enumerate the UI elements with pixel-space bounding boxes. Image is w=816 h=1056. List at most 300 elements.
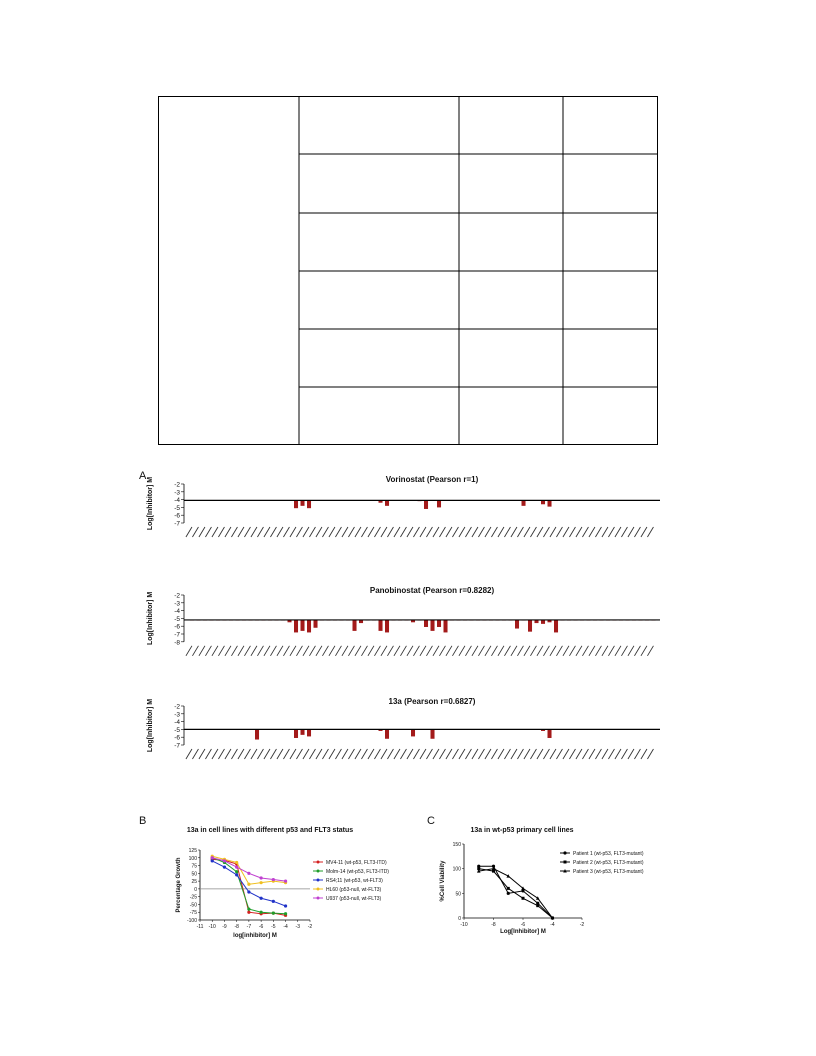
x-tick-label: -10 xyxy=(460,922,468,928)
category-tick xyxy=(420,527,426,537)
category-tick xyxy=(504,646,510,656)
category-tick xyxy=(303,646,309,656)
category-tick xyxy=(634,749,640,759)
category-tick xyxy=(407,646,413,656)
data-point xyxy=(260,881,263,884)
category-tick xyxy=(517,527,523,537)
y-tick-label: -50 xyxy=(189,902,197,909)
bar xyxy=(548,729,552,738)
bar xyxy=(522,500,526,505)
category-tick xyxy=(563,527,569,537)
category-tick xyxy=(238,527,244,537)
category-tick xyxy=(400,646,406,656)
category-tick xyxy=(569,527,575,537)
data-point xyxy=(522,897,525,900)
category-tick xyxy=(465,749,471,759)
bar xyxy=(294,500,298,508)
category-tick xyxy=(433,527,439,537)
category-tick xyxy=(589,646,595,656)
category-tick xyxy=(452,646,458,656)
category-tick xyxy=(199,527,205,537)
category-tick xyxy=(381,527,387,537)
category-tick xyxy=(270,749,276,759)
category-tick xyxy=(407,527,413,537)
category-tick xyxy=(563,749,569,759)
category-tick xyxy=(257,749,263,759)
category-tick xyxy=(199,749,205,759)
category-tick xyxy=(504,527,510,537)
category-tick xyxy=(537,749,543,759)
data-point xyxy=(284,904,287,907)
category-tick xyxy=(394,749,400,759)
category-tick xyxy=(296,749,302,759)
category-tick xyxy=(413,749,419,759)
y-tick-label: -6 xyxy=(174,623,180,631)
category-tick xyxy=(641,527,647,537)
category-tick xyxy=(589,527,595,537)
category-tick xyxy=(446,527,452,537)
category-tick xyxy=(186,749,192,759)
category-tick xyxy=(374,527,380,537)
category-tick xyxy=(218,646,224,656)
category-tick xyxy=(602,646,608,656)
category-tick xyxy=(290,527,296,537)
y-tick-label: -25 xyxy=(189,894,197,901)
category-tick xyxy=(615,527,621,537)
category-tick xyxy=(374,749,380,759)
category-tick xyxy=(608,527,614,537)
category-tick xyxy=(290,749,296,759)
panel-label-a: A xyxy=(139,470,147,482)
panel-label-c: C xyxy=(427,815,435,827)
category-tick xyxy=(569,749,575,759)
x-tick-label: -9 xyxy=(222,924,227,930)
category-tick xyxy=(342,646,348,656)
category-tick xyxy=(524,527,530,537)
category-tick xyxy=(608,749,614,759)
y-tick-label: -4 xyxy=(174,719,180,727)
data-point xyxy=(247,883,250,886)
category-tick xyxy=(595,646,601,656)
category-tick xyxy=(335,646,341,656)
category-tick xyxy=(517,749,523,759)
category-tick xyxy=(459,527,465,537)
category-tick xyxy=(186,646,192,656)
data-point xyxy=(284,880,287,883)
y-tick-label: -7 xyxy=(174,520,180,528)
y-axis-label: Percentage Growth xyxy=(176,857,182,913)
category-tick xyxy=(426,527,432,537)
bar xyxy=(301,620,305,631)
category-tick xyxy=(621,646,627,656)
y-tick-label: -3 xyxy=(174,489,180,497)
y-axis-label: Log[Inhibitor] M xyxy=(147,591,154,646)
category-tick xyxy=(309,527,315,537)
category-tick xyxy=(238,749,244,759)
category-tick xyxy=(602,749,608,759)
category-tick xyxy=(368,646,374,656)
category-tick xyxy=(543,749,549,759)
category-tick xyxy=(446,646,452,656)
category-tick xyxy=(277,749,283,759)
data-point xyxy=(211,856,214,859)
category-tick xyxy=(192,527,198,537)
category-tick xyxy=(277,646,283,656)
data-point xyxy=(235,861,238,864)
line-chart-cell-lines xyxy=(150,822,420,944)
category-tick xyxy=(472,527,478,537)
category-tick xyxy=(420,749,426,759)
bar xyxy=(444,620,448,632)
category-tick xyxy=(556,646,562,656)
legend-label: RS4;11 (wt-p53, wt-FLT3) xyxy=(326,878,383,884)
category-tick xyxy=(576,749,582,759)
category-tick xyxy=(238,646,244,656)
category-tick xyxy=(485,646,491,656)
category-tick xyxy=(264,527,270,537)
y-tick-label: -5 xyxy=(174,726,180,734)
y-tick-label: -6 xyxy=(174,734,180,742)
data-point xyxy=(260,897,263,900)
bar xyxy=(301,500,305,505)
category-tick xyxy=(296,646,302,656)
bar xyxy=(437,500,441,507)
category-tick xyxy=(251,646,257,656)
data-point xyxy=(260,876,263,879)
legend-label: Patient 2 (wt-p53, FLT3-mutant) xyxy=(573,860,644,866)
y-tick-label: 100 xyxy=(452,866,461,873)
category-tick xyxy=(478,646,484,656)
category-tick xyxy=(244,646,250,656)
bar xyxy=(424,500,428,509)
bar xyxy=(353,620,357,631)
bar xyxy=(515,620,519,629)
bar xyxy=(307,729,311,736)
y-tick-label: -100 xyxy=(186,918,197,924)
category-tick xyxy=(459,749,465,759)
category-tick xyxy=(316,646,322,656)
category-tick xyxy=(530,749,536,759)
category-tick xyxy=(212,749,218,759)
category-tick xyxy=(355,646,361,656)
category-tick xyxy=(264,646,270,656)
category-tick xyxy=(524,646,530,656)
panel-label-b: B xyxy=(139,815,147,827)
category-tick xyxy=(348,527,354,537)
category-tick xyxy=(452,749,458,759)
y-tick-label: 50 xyxy=(191,871,197,878)
y-tick-label: -7 xyxy=(174,742,180,750)
category-tick xyxy=(439,646,445,656)
category-tick xyxy=(205,527,211,537)
category-tick xyxy=(368,749,374,759)
bar-chart-vorinostat xyxy=(140,474,680,574)
category-tick xyxy=(595,527,601,537)
category-tick xyxy=(485,749,491,759)
data-point xyxy=(272,878,275,881)
bar xyxy=(307,620,311,632)
bar xyxy=(294,729,298,738)
category-tick xyxy=(595,749,601,759)
data-point xyxy=(536,904,539,907)
category-tick xyxy=(283,527,289,537)
x-tick-label: -4 xyxy=(550,922,555,928)
bar xyxy=(255,729,259,739)
data-point xyxy=(247,890,250,893)
category-tick xyxy=(615,749,621,759)
category-tick xyxy=(361,646,367,656)
category-tick xyxy=(504,749,510,759)
category-tick xyxy=(342,749,348,759)
category-tick xyxy=(602,527,608,537)
y-tick-label: 100 xyxy=(188,855,197,862)
category-tick xyxy=(309,646,315,656)
x-tick-label: -3 xyxy=(295,924,301,930)
legend-marker xyxy=(317,897,320,900)
category-tick xyxy=(335,527,341,537)
category-tick xyxy=(400,749,406,759)
category-tick xyxy=(634,527,640,537)
y-tick-label: -2 xyxy=(174,481,180,489)
category-tick xyxy=(361,749,367,759)
category-tick xyxy=(537,646,543,656)
category-tick xyxy=(576,527,582,537)
category-tick xyxy=(543,646,549,656)
bar xyxy=(424,620,428,627)
category-tick xyxy=(199,646,205,656)
y-tick-label: 75 xyxy=(191,863,197,870)
category-tick xyxy=(485,527,491,537)
y-tick-label: -2 xyxy=(174,703,180,711)
x-tick-label: -8 xyxy=(491,922,496,928)
x-tick-label: -8 xyxy=(234,924,239,930)
category-tick xyxy=(316,749,322,759)
category-tick xyxy=(420,646,426,656)
legend-marker xyxy=(563,851,566,854)
x-tick-label: -6 xyxy=(520,922,526,928)
y-tick-label: -4 xyxy=(174,497,180,505)
category-tick xyxy=(628,646,634,656)
category-tick xyxy=(465,527,471,537)
series-line xyxy=(479,866,553,918)
bar xyxy=(294,620,298,632)
category-tick xyxy=(329,749,335,759)
category-tick xyxy=(550,527,556,537)
y-tick-label: 50 xyxy=(455,891,461,898)
category-tick xyxy=(361,527,367,537)
legend-label: Molm-14 (wt-p53, FLT3-ITD) xyxy=(326,869,389,875)
category-tick xyxy=(231,527,237,537)
category-tick xyxy=(244,749,250,759)
category-tick xyxy=(218,527,224,537)
category-tick xyxy=(355,749,361,759)
category-tick xyxy=(413,527,419,537)
legend-marker xyxy=(564,861,567,864)
category-tick xyxy=(387,527,393,537)
category-tick xyxy=(472,646,478,656)
category-tick xyxy=(231,749,237,759)
chart-title: 13a in cell lines with different p53 and FLT3 status xyxy=(186,827,354,834)
category-tick xyxy=(452,527,458,537)
category-tick xyxy=(491,646,497,656)
bar xyxy=(437,620,441,627)
bar-chart-panobinostat xyxy=(140,585,680,690)
chart-title: Vorinostat (Pearson r=1) xyxy=(385,475,479,484)
category-tick xyxy=(641,646,647,656)
category-tick xyxy=(511,527,517,537)
data-point xyxy=(507,892,510,895)
data-point xyxy=(235,873,238,876)
bar xyxy=(314,620,318,628)
category-tick xyxy=(225,646,231,656)
data-point xyxy=(247,911,250,914)
category-tick xyxy=(621,749,627,759)
category-tick xyxy=(192,646,198,656)
y-tick-label: 125 xyxy=(188,848,197,854)
category-tick xyxy=(394,527,400,537)
category-tick xyxy=(426,749,432,759)
category-tick xyxy=(387,749,393,759)
bar-chart-13a xyxy=(140,696,680,796)
category-tick xyxy=(550,646,556,656)
y-tick-label: -75 xyxy=(189,910,197,917)
y-tick-label: -3 xyxy=(174,711,180,719)
category-tick xyxy=(368,527,374,537)
category-tick xyxy=(264,749,270,759)
category-tick xyxy=(615,646,621,656)
category-tick xyxy=(459,646,465,656)
category-tick xyxy=(556,749,562,759)
category-tick xyxy=(400,527,406,537)
category-tick xyxy=(257,527,263,537)
legend-label: HL60 (p53-null, wt-FLT3) xyxy=(326,887,382,893)
category-tick xyxy=(498,646,504,656)
category-tick xyxy=(218,749,224,759)
x-tick-label: -11 xyxy=(196,924,204,930)
x-tick-label: -2 xyxy=(579,922,585,928)
category-tick xyxy=(439,527,445,537)
y-tick-label: 0 xyxy=(458,916,461,922)
category-tick xyxy=(576,646,582,656)
category-tick xyxy=(355,527,361,537)
bar xyxy=(528,620,532,632)
y-tick-label: 150 xyxy=(452,842,461,848)
category-tick xyxy=(582,646,588,656)
category-tick xyxy=(530,646,536,656)
category-tick xyxy=(192,749,198,759)
category-tick xyxy=(251,749,257,759)
data-point xyxy=(247,872,250,875)
legend-label: Patient 1 (wt-p53, FLT3-mutant) xyxy=(573,851,644,857)
category-tick xyxy=(543,527,549,537)
x-tick-label: -2 xyxy=(307,924,313,930)
category-tick xyxy=(212,646,218,656)
data-point xyxy=(272,912,275,915)
data-point xyxy=(247,908,250,911)
data-point xyxy=(235,870,238,873)
data-point xyxy=(284,912,287,915)
data-point xyxy=(272,900,275,903)
category-tick xyxy=(478,527,484,537)
line-chart-primary-cells xyxy=(430,822,690,944)
category-tick xyxy=(387,646,393,656)
y-tick-label: 0 xyxy=(194,886,197,893)
category-tick xyxy=(335,749,341,759)
category-tick xyxy=(517,646,523,656)
category-tick xyxy=(478,749,484,759)
bar xyxy=(554,620,558,632)
category-tick xyxy=(628,527,634,537)
bar xyxy=(431,620,435,631)
category-tick xyxy=(465,646,471,656)
bar xyxy=(385,729,389,738)
category-tick xyxy=(381,749,387,759)
category-tick xyxy=(348,749,354,759)
chart-title: 13a (Pearson r=0.6827) xyxy=(388,697,476,706)
category-tick xyxy=(296,527,302,537)
x-tick-label: -4 xyxy=(283,924,288,930)
category-tick xyxy=(530,527,536,537)
category-tick xyxy=(322,749,328,759)
bar xyxy=(385,620,389,632)
category-tick xyxy=(433,749,439,759)
category-tick xyxy=(244,527,250,537)
category-tick xyxy=(498,527,504,537)
y-tick-label: -8 xyxy=(174,639,180,647)
category-tick xyxy=(270,527,276,537)
category-tick xyxy=(556,527,562,537)
legend-label: U937 (p53-null, wt-FLT3) xyxy=(326,896,382,902)
data-point xyxy=(223,866,226,869)
category-tick xyxy=(251,527,257,537)
category-tick xyxy=(231,646,237,656)
x-tick-label: -6 xyxy=(258,924,264,930)
category-tick xyxy=(394,646,400,656)
category-tick xyxy=(498,749,504,759)
category-tick xyxy=(348,646,354,656)
category-tick xyxy=(322,646,328,656)
category-tick xyxy=(491,749,497,759)
category-tick xyxy=(413,646,419,656)
legend-label: MV4-11 (wt-p53, FLT3-ITD) xyxy=(326,860,387,866)
category-tick xyxy=(439,749,445,759)
category-tick xyxy=(225,749,231,759)
category-tick xyxy=(316,527,322,537)
legend-marker xyxy=(317,879,320,882)
data-point xyxy=(235,866,238,869)
y-tick-label: -5 xyxy=(174,504,180,512)
category-tick xyxy=(582,527,588,537)
data-point xyxy=(211,859,214,862)
x-axis-label: Log[Inhibitor] M xyxy=(500,929,546,935)
bar xyxy=(301,729,305,734)
category-tick xyxy=(446,749,452,759)
category-tick xyxy=(303,749,309,759)
category-tick xyxy=(550,749,556,759)
chart-title: 13a in wt-p53 primary cell lines xyxy=(470,827,574,834)
category-tick xyxy=(283,749,289,759)
category-tick xyxy=(225,527,231,537)
category-tick xyxy=(491,527,497,537)
category-tick xyxy=(563,646,569,656)
category-tick xyxy=(283,646,289,656)
category-tick xyxy=(647,749,653,759)
category-tick xyxy=(329,646,335,656)
category-tick xyxy=(303,527,309,537)
bar xyxy=(548,500,552,506)
category-tick xyxy=(290,646,296,656)
category-tick xyxy=(270,646,276,656)
